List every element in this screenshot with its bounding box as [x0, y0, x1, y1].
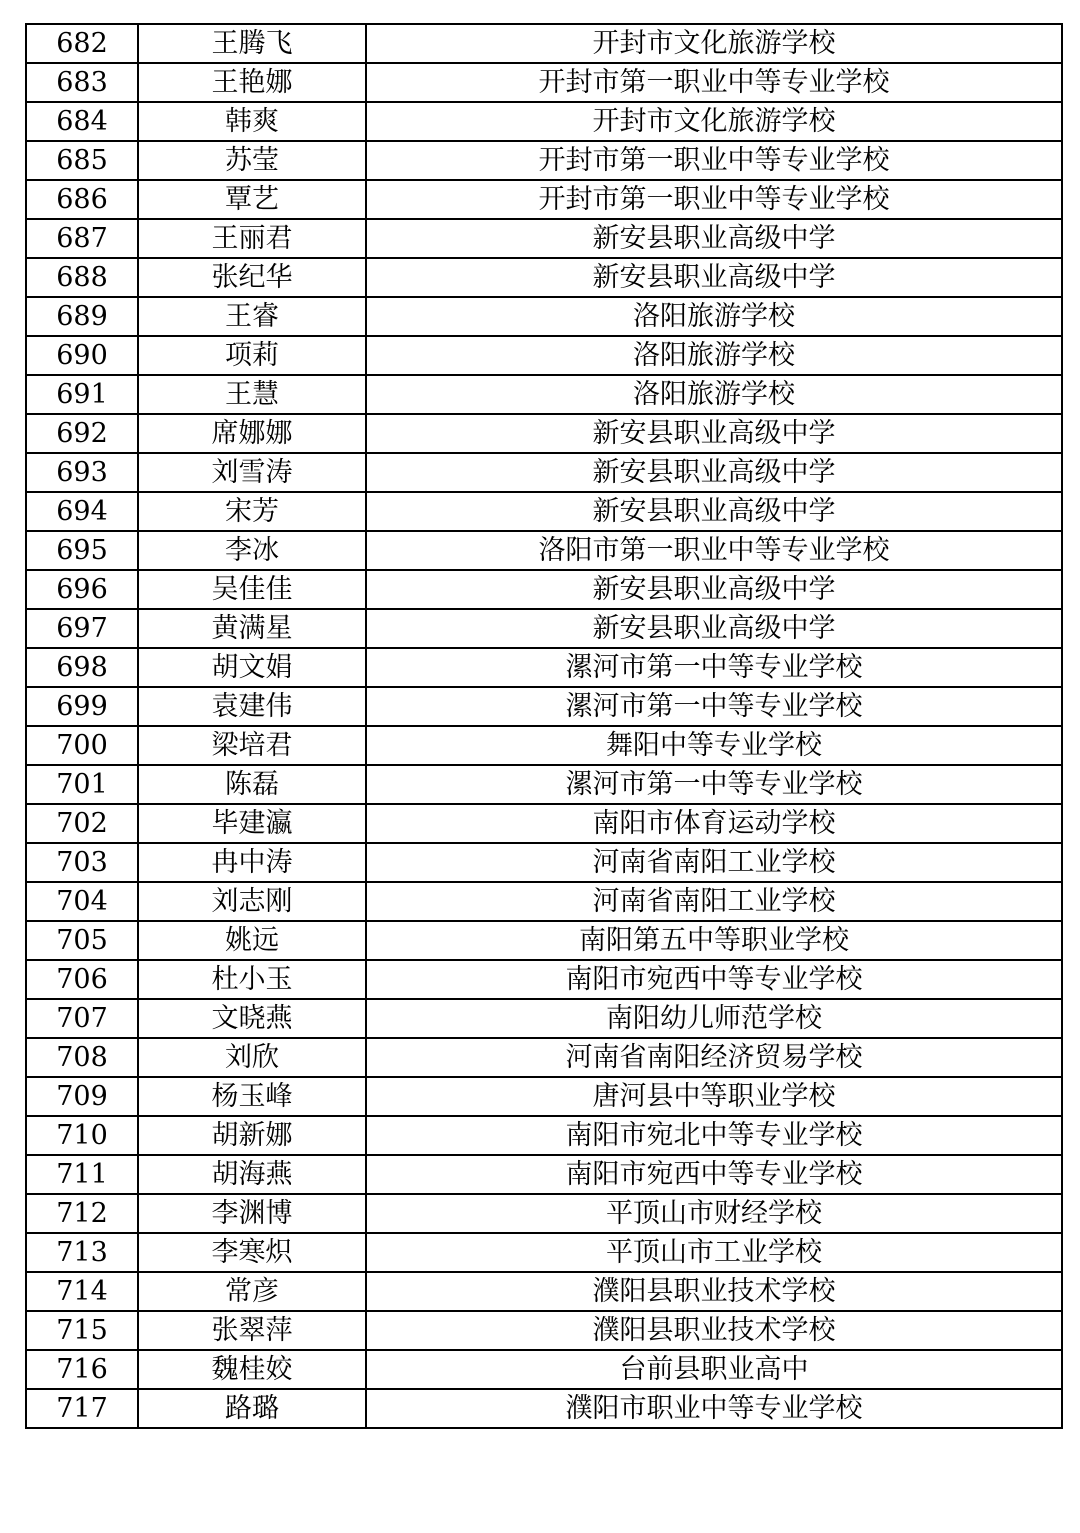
table-row [26, 414, 1062, 453]
table-row [26, 24, 1062, 63]
row-number-cell: 696 [26, 570, 138, 609]
name-cell: 路璐 [138, 1389, 366, 1428]
school-cell: 洛阳旅游学校 [366, 375, 1062, 414]
row-number-cell: 685 [26, 141, 138, 180]
name-cell: 张纪华 [138, 258, 366, 297]
school-cell: 濮阳市职业中等专业学校 [366, 1389, 1062, 1428]
row-number-cell: 693 [26, 453, 138, 492]
table-row [26, 1233, 1062, 1272]
school-cell: 南阳市宛北中等专业学校 [366, 1116, 1062, 1155]
table-row [26, 453, 1062, 492]
name-cell: 王腾飞 [138, 24, 366, 63]
school-cell: 新安县职业高级中学 [366, 414, 1062, 453]
row-number-cell: 707 [26, 999, 138, 1038]
name-cell: 杜小玉 [138, 960, 366, 999]
school-cell: 新安县职业高级中学 [366, 609, 1062, 648]
row-number-cell: 711 [26, 1155, 138, 1194]
name-cell: 袁建伟 [138, 687, 366, 726]
table-row [26, 336, 1062, 375]
name-cell: 苏莹 [138, 141, 366, 180]
school-cell: 开封市第一职业中等专业学校 [366, 180, 1062, 219]
row-number-cell: 710 [26, 1116, 138, 1155]
row-number-cell: 712 [26, 1194, 138, 1233]
row-number-cell: 704 [26, 882, 138, 921]
name-cell: 王艳娜 [138, 63, 366, 102]
name-cell: 覃艺 [138, 180, 366, 219]
table-row [26, 882, 1062, 921]
school-cell: 洛阳旅游学校 [366, 297, 1062, 336]
row-number-cell: 688 [26, 258, 138, 297]
school-cell: 唐河县中等职业学校 [366, 1077, 1062, 1116]
name-cell: 项莉 [138, 336, 366, 375]
name-cell: 张翠萍 [138, 1311, 366, 1350]
row-number-cell: 695 [26, 531, 138, 570]
school-cell: 洛阳旅游学校 [366, 336, 1062, 375]
school-cell: 南阳市体育运动学校 [366, 804, 1062, 843]
row-number-cell: 717 [26, 1389, 138, 1428]
school-cell: 开封市第一职业中等专业学校 [366, 141, 1062, 180]
school-cell: 南阳市宛西中等专业学校 [366, 960, 1062, 999]
table-row [26, 570, 1062, 609]
school-cell: 舞阳中等专业学校 [366, 726, 1062, 765]
roster-table-body [26, 24, 1062, 1428]
table-row [26, 999, 1062, 1038]
name-cell: 王丽君 [138, 219, 366, 258]
row-number-cell: 709 [26, 1077, 138, 1116]
school-cell: 漯河市第一中等专业学校 [366, 687, 1062, 726]
name-cell: 王睿 [138, 297, 366, 336]
table-row [26, 648, 1062, 687]
row-number-cell: 708 [26, 1038, 138, 1077]
table-row [26, 1311, 1062, 1350]
roster-table [25, 23, 1063, 1429]
school-cell: 新安县职业高级中学 [366, 492, 1062, 531]
name-cell: 常彦 [138, 1272, 366, 1311]
name-cell: 刘欣 [138, 1038, 366, 1077]
table-row [26, 804, 1062, 843]
school-cell: 漯河市第一中等专业学校 [366, 648, 1062, 687]
table-row [26, 492, 1062, 531]
table-row [26, 687, 1062, 726]
row-number-cell: 706 [26, 960, 138, 999]
school-cell: 开封市文化旅游学校 [366, 24, 1062, 63]
name-cell: 胡新娜 [138, 1116, 366, 1155]
table-row [26, 180, 1062, 219]
row-number-cell: 687 [26, 219, 138, 258]
table-row [26, 1155, 1062, 1194]
row-number-cell: 684 [26, 102, 138, 141]
row-number-cell: 699 [26, 687, 138, 726]
table-row [26, 1077, 1062, 1116]
table-row [26, 1389, 1062, 1428]
row-number-cell: 683 [26, 63, 138, 102]
school-cell: 平顶山市财经学校 [366, 1194, 1062, 1233]
table-row [26, 219, 1062, 258]
table-row [26, 531, 1062, 570]
school-cell: 濮阳县职业技术学校 [366, 1272, 1062, 1311]
row-number-cell: 694 [26, 492, 138, 531]
row-number-cell: 690 [26, 336, 138, 375]
name-cell: 韩爽 [138, 102, 366, 141]
name-cell: 王慧 [138, 375, 366, 414]
school-cell: 新安县职业高级中学 [366, 258, 1062, 297]
school-cell: 平顶山市工业学校 [366, 1233, 1062, 1272]
table-row [26, 258, 1062, 297]
name-cell: 魏桂姣 [138, 1350, 366, 1389]
school-cell: 洛阳市第一职业中等专业学校 [366, 531, 1062, 570]
school-cell: 河南省南阳经济贸易学校 [366, 1038, 1062, 1077]
name-cell: 刘雪涛 [138, 453, 366, 492]
table-row [26, 63, 1062, 102]
school-cell: 新安县职业高级中学 [366, 570, 1062, 609]
table-row [26, 609, 1062, 648]
row-number-cell: 715 [26, 1311, 138, 1350]
table-row [26, 297, 1062, 336]
name-cell: 胡海燕 [138, 1155, 366, 1194]
name-cell: 陈磊 [138, 765, 366, 804]
name-cell: 刘志刚 [138, 882, 366, 921]
row-number-cell: 702 [26, 804, 138, 843]
row-number-cell: 705 [26, 921, 138, 960]
row-number-cell: 701 [26, 765, 138, 804]
school-cell: 开封市文化旅游学校 [366, 102, 1062, 141]
row-number-cell: 692 [26, 414, 138, 453]
table-row [26, 960, 1062, 999]
document-page [25, 23, 1059, 1429]
row-number-cell: 700 [26, 726, 138, 765]
row-number-cell: 703 [26, 843, 138, 882]
row-number-cell: 689 [26, 297, 138, 336]
name-cell: 李寒炽 [138, 1233, 366, 1272]
school-cell: 新安县职业高级中学 [366, 453, 1062, 492]
name-cell: 胡文娟 [138, 648, 366, 687]
name-cell: 李渊博 [138, 1194, 366, 1233]
name-cell: 杨玉峰 [138, 1077, 366, 1116]
school-cell: 河南省南阳工业学校 [366, 882, 1062, 921]
school-cell: 南阳第五中等职业学校 [366, 921, 1062, 960]
name-cell: 文晓燕 [138, 999, 366, 1038]
school-cell: 新安县职业高级中学 [366, 219, 1062, 258]
table-row [26, 102, 1062, 141]
table-row [26, 1116, 1062, 1155]
table-row [26, 765, 1062, 804]
table-row [26, 921, 1062, 960]
table-row [26, 141, 1062, 180]
school-cell: 濮阳县职业技术学校 [366, 1311, 1062, 1350]
name-cell: 席娜娜 [138, 414, 366, 453]
row-number-cell: 713 [26, 1233, 138, 1272]
table-row [26, 375, 1062, 414]
row-number-cell: 697 [26, 609, 138, 648]
row-number-cell: 691 [26, 375, 138, 414]
row-number-cell: 716 [26, 1350, 138, 1389]
row-number-cell: 714 [26, 1272, 138, 1311]
table-row [26, 1194, 1062, 1233]
table-row [26, 1272, 1062, 1311]
row-number-cell: 682 [26, 24, 138, 63]
row-number-cell: 686 [26, 180, 138, 219]
name-cell: 黄满星 [138, 609, 366, 648]
name-cell: 宋芳 [138, 492, 366, 531]
name-cell: 吴佳佳 [138, 570, 366, 609]
school-cell: 台前县职业高中 [366, 1350, 1062, 1389]
table-row [26, 726, 1062, 765]
table-row [26, 1350, 1062, 1389]
school-cell: 南阳幼儿师范学校 [366, 999, 1062, 1038]
school-cell: 开封市第一职业中等专业学校 [366, 63, 1062, 102]
table-row [26, 843, 1062, 882]
name-cell: 李冰 [138, 531, 366, 570]
table-row [26, 1038, 1062, 1077]
name-cell: 姚远 [138, 921, 366, 960]
school-cell: 南阳市宛西中等专业学校 [366, 1155, 1062, 1194]
name-cell: 梁培君 [138, 726, 366, 765]
name-cell: 毕建瀛 [138, 804, 366, 843]
school-cell: 河南省南阳工业学校 [366, 843, 1062, 882]
name-cell: 冉中涛 [138, 843, 366, 882]
school-cell: 漯河市第一中等专业学校 [366, 765, 1062, 804]
row-number-cell: 698 [26, 648, 138, 687]
